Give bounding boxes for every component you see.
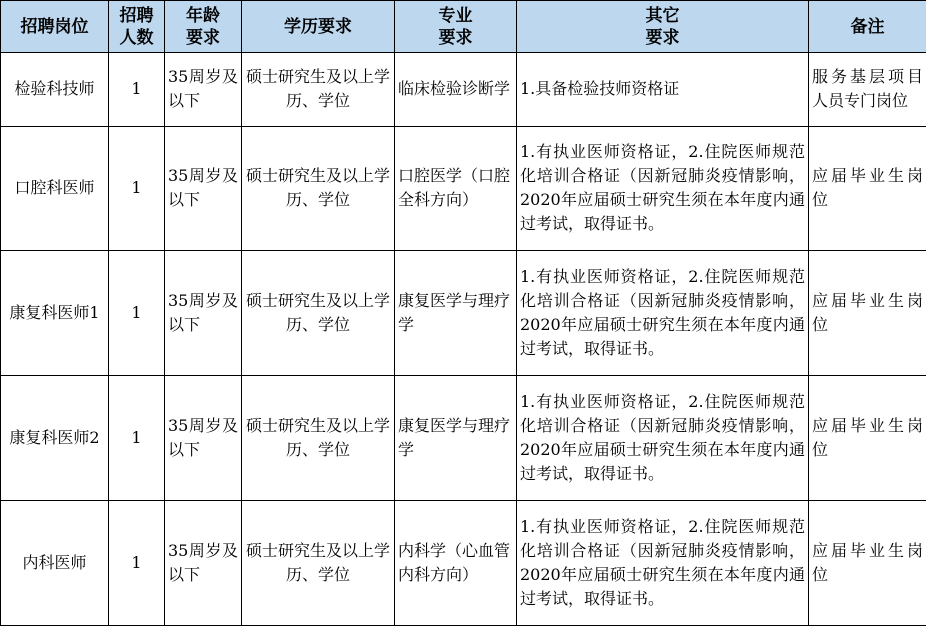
cell-age: 35周岁及以下 (165, 501, 242, 626)
cell-other: 1.具备检验技师资格证 (517, 53, 809, 127)
header-other: 其它 要求 (517, 1, 809, 53)
table-row (1, 501, 926, 626)
cell-major: 康复医学与理疗学 (395, 376, 517, 501)
header-age: 年龄 要求 (165, 1, 242, 53)
cell-count: 1 (109, 251, 165, 376)
cell-count: 1 (109, 126, 165, 251)
cell-position: 康复科医师1 (1, 251, 109, 376)
cell-education: 硕士研究生及以上学历、学位 (242, 376, 395, 501)
cell-age: 35周岁及以下 (165, 126, 242, 251)
cell-age: 35周岁及以下 (165, 53, 242, 127)
cell-remark: 应届毕业生岗位 (809, 376, 926, 501)
cell-major: 内科学（心血管内科方向） (395, 501, 517, 626)
cell-major: 临床检验诊断学 (395, 53, 517, 127)
table-row (1, 53, 926, 127)
cell-major: 康复医学与理疗学 (395, 251, 517, 376)
header-position: 招聘岗位 (1, 1, 109, 53)
cell-age: 35周岁及以下 (165, 251, 242, 376)
cell-other: 1.有执业医师资格证，2.住院医师规范化培训合格证（因新冠肺炎疫情影响，2020年应届硕士研究生须在本年度内通过考试，取得证书。 (517, 501, 809, 626)
table-row (1, 126, 926, 251)
cell-remark: 应届毕业生岗位 (809, 126, 926, 251)
cell-education: 硕士研究生及以上学历、学位 (242, 53, 395, 127)
cell-count: 1 (109, 501, 165, 626)
table-row (1, 251, 926, 376)
cell-remark: 服务基层项目人员专门岗位 (809, 53, 926, 127)
cell-other: 1.有执业医师资格证，2.住院医师规范化培训合格证（因新冠肺炎疫情影响，2020年应届硕士研究生须在本年度内通过考试，取得证书。 (517, 126, 809, 251)
cell-count: 1 (109, 376, 165, 501)
cell-remark: 应届毕业生岗位 (809, 251, 926, 376)
cell-position: 内科医师 (1, 501, 109, 626)
cell-position: 口腔科医师 (1, 126, 109, 251)
cell-position: 康复科医师2 (1, 376, 109, 501)
cell-major: 口腔医学（口腔全科方向） (395, 126, 517, 251)
cell-other: 1.有执业医师资格证，2.住院医师规范化培训合格证（因新冠肺炎疫情影响，2020年应届硕士研究生须在本年度内通过考试，取得证书。 (517, 376, 809, 501)
cell-age: 35周岁及以下 (165, 376, 242, 501)
cell-count: 1 (109, 53, 165, 127)
cell-education: 硕士研究生及以上学历、学位 (242, 501, 395, 626)
cell-other: 1.有执业医师资格证，2.住院医师规范化培训合格证（因新冠肺炎疫情影响，2020年应届硕士研究生须在本年度内通过考试，取得证书。 (517, 251, 809, 376)
header-education: 学历要求 (242, 1, 395, 53)
header-row (1, 1, 926, 53)
header-count: 招聘 人数 (109, 1, 165, 53)
header-remark: 备注 (809, 1, 926, 53)
table-body (1, 53, 926, 626)
cell-education: 硕士研究生及以上学历、学位 (242, 126, 395, 251)
table-row (1, 376, 926, 501)
cell-education: 硕士研究生及以上学历、学位 (242, 251, 395, 376)
table-header (1, 1, 926, 53)
cell-position: 检验科技师 (1, 53, 109, 127)
cell-remark: 应届毕业生岗位 (809, 501, 926, 626)
header-major: 专业 要求 (395, 1, 517, 53)
